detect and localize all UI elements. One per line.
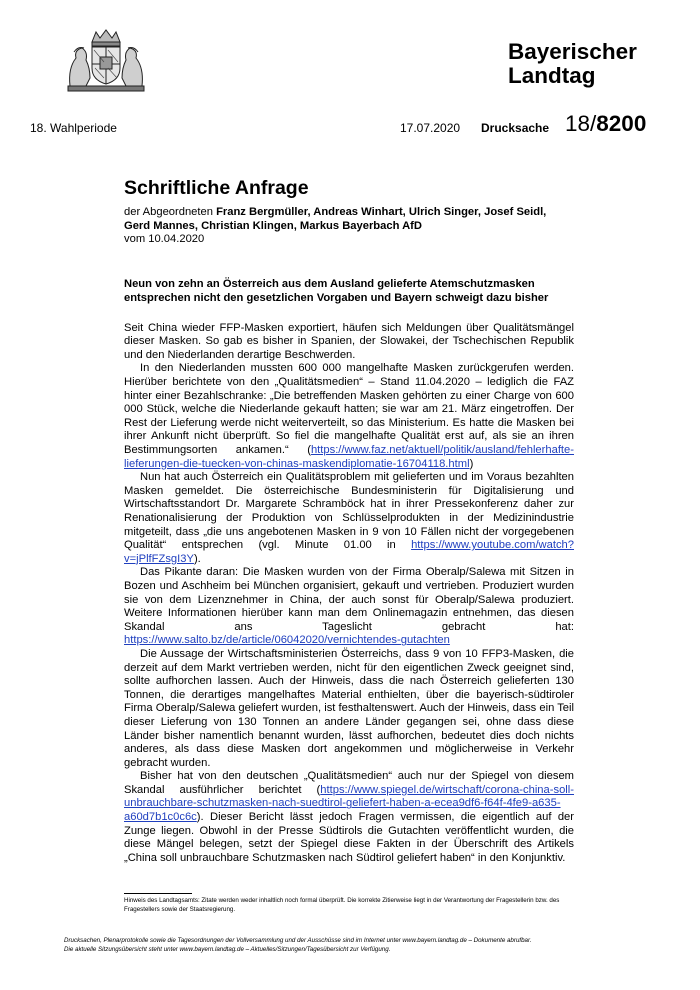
authors-prefix: der Abgeordneten: [124, 206, 217, 218]
brand-line-1: Bayerischer: [508, 39, 637, 64]
document-number-prefix: 18/: [565, 111, 597, 136]
bavarian-coat-of-arms-icon: [62, 28, 150, 94]
body-text: [124, 322, 574, 866]
paragraph-3-text: Nun hat auch Österreich ein Qualitätsproblem mit gelieferten und im Voraus bezahlten Masken gemeldet. Die österreichische Bundesministerin für Digitalisierung und Wirtschaftsstandort Dr. Margarete Schramböck hat in ihrer Pressekonferenz daher zur Renationalisierung der Produktion von Schlüsselprodukten in der Medizinindustrie mitgeteilt, dass „die uns angebotenen Masken in 9 von 10 Fällen nicht der vorgegebenen Qualität“ entsprechen (vgl. Minute 01.00 in: [124, 471, 574, 552]
document-meta: [30, 111, 670, 139]
authors-names: Franz Bergmüller, Andreas Winhart, Ulrich Singer, Josef Seidl, Gerd Mannes, Christian Klingen, Markus Bayerbach AfD: [124, 206, 547, 232]
page-title: Schriftliche Anfrage: [124, 177, 309, 199]
authors-block: [124, 206, 574, 247]
paragraph-2-end: ): [469, 457, 474, 470]
paragraph-4-text: Das Pikante daran: Die Masken wurden von der Firma Oberalp/Salewa mit Sitzen in Bozen und Aschheim bei München organisiert, gekauft und vertrieben. Produziert wurden sie von dem Lizenznehmer in China, der auch sonst für Oberalp/Salewa produziert. Weitere Informationen hierüber kann man dem Onlinemagazin entnehmen, das diesen Skandal ans Tageslicht gebracht hat:: [124, 566, 574, 633]
paragraph-5: Die Aussage der Wirtschaftsministerien Österreichs, dass 9 von 10 FFP3-Masken, die derzeit auf dem Markt vertrieben werden, nicht für den eigentlichen Zweck geeignet sind, sollte aufhorchen lassen. Auch der Hinweis, dass die nach Österreich gelieferten 130 Tonnen, die derartiges mangelhaftes Material enthielten, über die bayerisch-südtiroler Firma Oberalp/Salewa geliefert wurden, ist festhaltenswert. Auch der Hinweis, dass ein Teil dieser Lieferung von 130 Tonnen an andere Länder gegangen sei, ohne dass diese Länder bisher namentlich benannt wurden, lässt aufhorchen, bedeutet dies doch nichts anderes, als dass diese Masken dort angekommen und möglicherweise in Verkehr gebracht wurden.: [124, 647, 574, 769]
paragraph-2: [124, 362, 574, 471]
footer-line-2: Die aktuelle Sitzungsübersicht steht unter www.bayern.landtag.de – Aktuelles/Sitzungen/Tagesübersicht zur Verfügung.: [64, 946, 391, 954]
paragraph-6-end: ). Dieser Bericht lässt jedoch Fragen vermissen, die eigentlich auf der Zunge liegen. Obwohl in der Presse Südtirols die Gutachten veröffentlicht wurden, die diese Mängel belegen, setzt der Spiegel diese Fakten in der Überschrift des Artikels „China soll unbrauchbare Schutzmasken nach Südtirol geliefert haben“ in den Konjunktiv.: [124, 811, 574, 864]
brand-line-2: Landtag: [508, 63, 596, 88]
paragraph-4: [124, 566, 574, 648]
page-footer: [64, 936, 644, 954]
youtube-video-link[interactable]: https://www.youtube.com/watch?v=jPlfFZsgI3Y: [124, 539, 574, 565]
document-date: 17.07.2020: [400, 121, 461, 135]
paragraph-2-text: In den Niederlanden mussten 600 000 mangelhafte Masken zurückgerufen werden. Hierüber berichtete von den „Qualitätsmedien“ – Stand 11.04.2020 – lediglich die FAZ hinter einer Bezahlschranke: „Die betreffenden Masken gehörten zu einer Charge von 600 000 Stück, welche die Niederlande gekauft hatten; sie war am 21. März eingetroffen. Der Rest der Lieferung werde nicht weiterverteilt, so das Ministerium. Es hatte die Masken bei ihrer Ankunft nicht überprüft. So fiel die mangelhafte Qualität erst auf, als sie an ihren Bestimmungsorten ankamen.“ (: [124, 362, 574, 457]
footnote-divider: [124, 893, 192, 894]
document-number: [565, 111, 646, 137]
legislative-period: 18. Wahlperiode: [30, 121, 117, 135]
paragraph-1: Seit China wieder FFP-Masken exportiert, häufen sich Meldungen über Qualitätsmängel dieser Masken. So gab es bisher in Spanien, der Slowakei, der Tschechischen Republik und den Niederlanden derartige Beschwerden.: [124, 321, 574, 361]
document-content: [124, 175, 574, 865]
brand-title: [508, 40, 637, 88]
paragraph-6-text: Bisher hat von den deutschen „Qualitätsmedien“ auch nur der Spiegel von diesem Skandal ausführlicher berichtet (: [124, 770, 574, 796]
spiegel-article-link[interactable]: https://www.spiegel.de/wirtschaft/corona-china-soll-unbrauchbare-schutzmasken-nach-suedtirol-geliefert-haben-a-ecea9df6-f64f-4fe9-a635-a60d7b1c0c6c: [124, 783, 574, 824]
document-type-label: Drucksache: [481, 121, 550, 135]
faz-article-link[interactable]: https://www.faz.net/aktuell/politik/ausland/fehlerhafte-lieferungen-die-tuecken-von-chinas-maskendiplomatie-16704118.html: [124, 444, 574, 470]
paragraph-3-end: ).: [193, 552, 201, 565]
request-date: vom 10.04.2020: [124, 233, 205, 246]
salto-article-link[interactable]: https://www.salto.bz/de/article/06042020/vernichtendes-gutachten: [124, 634, 450, 647]
footer-line-1: Drucksachen, Plenarprotokolle sowie die Tagesordnungen der Vollversammlung und der Ausschüsse sind im Internet unter www.bayern.landtag.de – Dokumente abrufbar.: [64, 937, 532, 944]
subject-heading: Neun von zehn an Österreich aus dem Ausland gelieferte Atemschutzmasken entsprechen nicht den gesetzlichen Vorgaben und Bayern schweigt dazu bisher: [124, 278, 549, 304]
document-number-main: 8200: [596, 111, 647, 136]
footnote: Hinweis des Landtagsamts: Zitate werden weder inhaltlich noch formal überprüft. Die korrekte Zitierweise liegt in der Verantwortung der Fragestellerin bzw. des Fragestellers sowie der Staatsregierung.: [124, 897, 560, 913]
paragraph-3: [124, 471, 574, 566]
paragraph-6: [124, 770, 574, 865]
